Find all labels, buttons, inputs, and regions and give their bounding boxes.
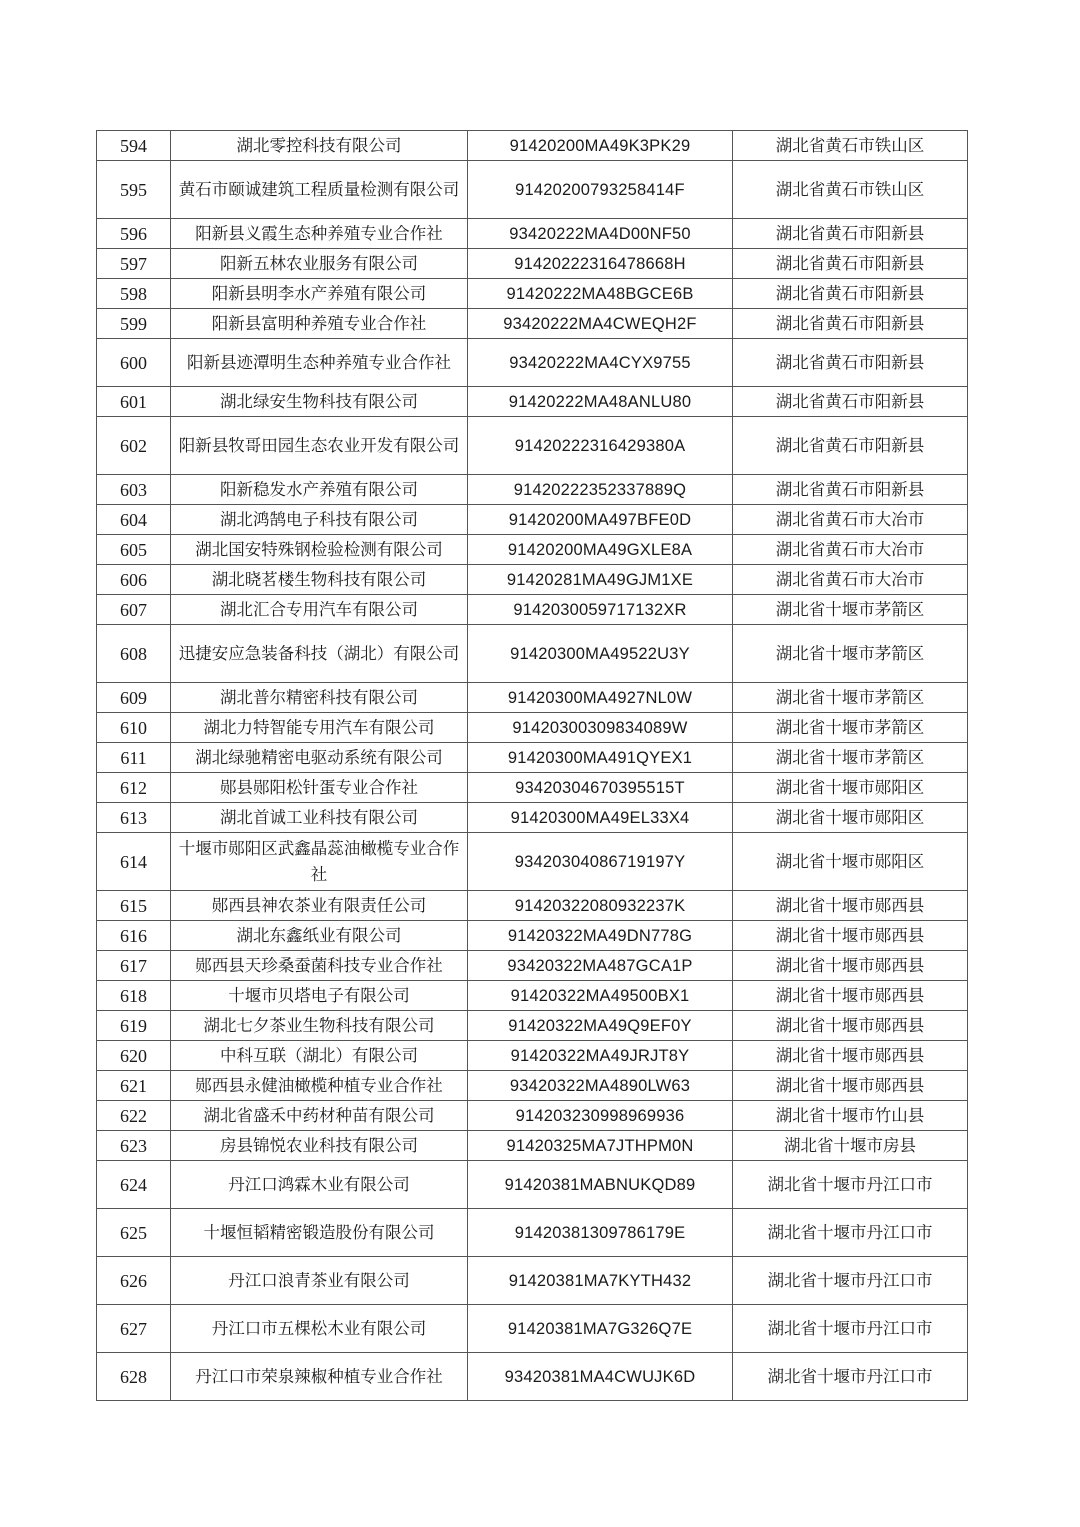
row-number: 600: [97, 339, 171, 387]
table-row: [97, 1041, 968, 1071]
region: 湖北省十堰市竹山县: [733, 1101, 968, 1131]
row-number: 620: [97, 1041, 171, 1071]
table-row: [97, 921, 968, 951]
company-name: 阳新五林农业服务有限公司: [171, 249, 468, 279]
company-name: 十堰恒韬精密锻造股份有限公司: [171, 1209, 468, 1257]
company-name: 阳新县明李水产养殖有限公司: [171, 279, 468, 309]
region: 湖北省黄石市大冶市: [733, 565, 968, 595]
credit-code: 91420222316429380A: [468, 417, 733, 475]
company-name: 迅捷安应急装备科技（湖北）有限公司: [171, 625, 468, 683]
region: 湖北省十堰市郧阳区: [733, 803, 968, 833]
table-row: [97, 131, 968, 161]
company-name: 湖北首诚工业科技有限公司: [171, 803, 468, 833]
table-row: [97, 505, 968, 535]
table-row: [97, 1353, 968, 1401]
credit-code: 91420300MA49522U3Y: [468, 625, 733, 683]
region: 湖北省十堰市丹江口市: [733, 1161, 968, 1209]
enterprise-table-body: [97, 131, 968, 1401]
region: 湖北省黄石市阳新县: [733, 475, 968, 505]
row-number: 609: [97, 683, 171, 713]
credit-code: 91420222MA48ANLU80: [468, 387, 733, 417]
table-row: [97, 475, 968, 505]
company-name: 阳新稳发水产养殖有限公司: [171, 475, 468, 505]
credit-code: 91420322080932237K: [468, 891, 733, 921]
company-name: 阳新县牧哥田园生态农业开发有限公司: [171, 417, 468, 475]
region: 湖北省十堰市郧阳区: [733, 833, 968, 891]
region: 湖北省十堰市丹江口市: [733, 1305, 968, 1353]
credit-code: 91420381MA7G326Q7E: [468, 1305, 733, 1353]
row-number: 608: [97, 625, 171, 683]
table-row: [97, 595, 968, 625]
region: 湖北省黄石市阳新县: [733, 279, 968, 309]
row-number: 621: [97, 1071, 171, 1101]
company-name: 郧西县永健油橄榄种植专业合作社: [171, 1071, 468, 1101]
table-row: [97, 417, 968, 475]
row-number: 614: [97, 833, 171, 891]
company-name: 阳新县富明种养殖专业合作社: [171, 309, 468, 339]
credit-code: 93420222MA4CYX9755: [468, 339, 733, 387]
region: 湖北省十堰市丹江口市: [733, 1209, 968, 1257]
table-row: [97, 683, 968, 713]
table-row: [97, 565, 968, 595]
row-number: 619: [97, 1011, 171, 1041]
credit-code: 93420304086719197Y: [468, 833, 733, 891]
credit-code: 91420322MA49Q9EF0Y: [468, 1011, 733, 1041]
company-name: 十堰市郧阳区武鑫晶蕊油橄榄专业合作社: [171, 833, 468, 891]
credit-code: 91420222316478668H: [468, 249, 733, 279]
company-name: 丹江口鸿霖木业有限公司: [171, 1161, 468, 1209]
credit-code: 91420281MA49GJM1XE: [468, 565, 733, 595]
credit-code: 91420325MA7JTHPM0N: [468, 1131, 733, 1161]
credit-code: 93420222MA4D00NF50: [468, 219, 733, 249]
credit-code: 91420322MA49500BX1: [468, 981, 733, 1011]
company-name: 十堰市贝塔电子有限公司: [171, 981, 468, 1011]
row-number: 617: [97, 951, 171, 981]
row-number: 597: [97, 249, 171, 279]
credit-code: 91420300MA4927NL0W: [468, 683, 733, 713]
company-name: 湖北东鑫纸业有限公司: [171, 921, 468, 951]
row-number: 622: [97, 1101, 171, 1131]
credit-code: 91420300309834089W: [468, 713, 733, 743]
row-number: 618: [97, 981, 171, 1011]
region: 湖北省十堰市茅箭区: [733, 743, 968, 773]
row-number: 610: [97, 713, 171, 743]
row-number: 611: [97, 743, 171, 773]
credit-code: 93420381MA4CWUJK6D: [468, 1353, 733, 1401]
credit-code: 91420200MA497BFE0D: [468, 505, 733, 535]
company-name: 湖北鸿鹄电子科技有限公司: [171, 505, 468, 535]
region: 湖北省黄石市阳新县: [733, 249, 968, 279]
credit-code: 9142030059717132XR: [468, 595, 733, 625]
company-name: 郧县郧阳松针蛋专业合作社: [171, 773, 468, 803]
company-name: 黄石市颐诚建筑工程质量检测有限公司: [171, 161, 468, 219]
table-row: [97, 1257, 968, 1305]
row-number: 627: [97, 1305, 171, 1353]
region: 湖北省十堰市茅箭区: [733, 625, 968, 683]
region: 湖北省黄石市铁山区: [733, 161, 968, 219]
region: 湖北省十堰市茅箭区: [733, 595, 968, 625]
company-name: 湖北零控科技有限公司: [171, 131, 468, 161]
row-number: 606: [97, 565, 171, 595]
credit-code: 91420381309786179E: [468, 1209, 733, 1257]
row-number: 598: [97, 279, 171, 309]
credit-code: 91420381MABNUKQD89: [468, 1161, 733, 1209]
company-name: 湖北普尔精密科技有限公司: [171, 683, 468, 713]
region: 湖北省黄石市大冶市: [733, 535, 968, 565]
region: 湖北省十堰市郧西县: [733, 1011, 968, 1041]
row-number: 628: [97, 1353, 171, 1401]
region: 湖北省十堰市茅箭区: [733, 713, 968, 743]
table-row: [97, 951, 968, 981]
credit-code: 93420304670395515T: [468, 773, 733, 803]
row-number: 599: [97, 309, 171, 339]
region: 湖北省十堰市郧西县: [733, 1041, 968, 1071]
credit-code: 91420200MA49GXLE8A: [468, 535, 733, 565]
row-number: 626: [97, 1257, 171, 1305]
credit-code: 914203230998969936: [468, 1101, 733, 1131]
table-row: [97, 387, 968, 417]
region: 湖北省黄石市阳新县: [733, 387, 968, 417]
table-row: [97, 1161, 968, 1209]
row-number: 615: [97, 891, 171, 921]
row-number: 612: [97, 773, 171, 803]
company-name: 郧西县天珍桑蚕菌科技专业合作社: [171, 951, 468, 981]
row-number: 604: [97, 505, 171, 535]
table-row: [97, 981, 968, 1011]
row-number: 603: [97, 475, 171, 505]
row-number: 596: [97, 219, 171, 249]
table-row: [97, 249, 968, 279]
table-row: [97, 1131, 968, 1161]
region: 湖北省黄石市阳新县: [733, 309, 968, 339]
table-row: [97, 279, 968, 309]
region: 湖北省黄石市阳新县: [733, 219, 968, 249]
enterprise-table: [96, 130, 968, 1401]
region: 湖北省十堰市茅箭区: [733, 683, 968, 713]
row-number: 601: [97, 387, 171, 417]
company-name: 湖北绿安生物科技有限公司: [171, 387, 468, 417]
company-name: 丹江口市五棵松木业有限公司: [171, 1305, 468, 1353]
credit-code: 91420300MA491QYEX1: [468, 743, 733, 773]
region: 湖北省十堰市丹江口市: [733, 1257, 968, 1305]
table-row: [97, 1305, 968, 1353]
region: 湖北省十堰市郧西县: [733, 921, 968, 951]
credit-code: 91420222MA48BGCE6B: [468, 279, 733, 309]
credit-code: 91420381MA7KYTH432: [468, 1257, 733, 1305]
region: 湖北省十堰市郧西县: [733, 951, 968, 981]
credit-code: 91420200793258414F: [468, 161, 733, 219]
table-row: [97, 219, 968, 249]
credit-code: 93420322MA4890LW63: [468, 1071, 733, 1101]
company-name: 湖北汇合专用汽车有限公司: [171, 595, 468, 625]
credit-code: 91420300MA49EL33X4: [468, 803, 733, 833]
table-row: [97, 535, 968, 565]
row-number: 613: [97, 803, 171, 833]
credit-code: 91420322MA49DN778G: [468, 921, 733, 951]
company-name: 丹江口浪青茶业有限公司: [171, 1257, 468, 1305]
company-name: 房县锦悦农业科技有限公司: [171, 1131, 468, 1161]
table-row: [97, 309, 968, 339]
company-name: 湖北省盛禾中药材种苗有限公司: [171, 1101, 468, 1131]
table-row: [97, 891, 968, 921]
table-row: [97, 339, 968, 387]
company-name: 阳新县迹潭明生态种养殖专业合作社: [171, 339, 468, 387]
row-number: 616: [97, 921, 171, 951]
row-number: 605: [97, 535, 171, 565]
table-row: [97, 625, 968, 683]
table-row: [97, 803, 968, 833]
table-row: [97, 743, 968, 773]
table-row: [97, 833, 968, 891]
credit-code: 93420322MA487GCA1P: [468, 951, 733, 981]
row-number: 624: [97, 1161, 171, 1209]
company-name: 湖北力特智能专用汽车有限公司: [171, 713, 468, 743]
table-row: [97, 1101, 968, 1131]
company-name: 湖北七夕茶业生物科技有限公司: [171, 1011, 468, 1041]
region: 湖北省黄石市铁山区: [733, 131, 968, 161]
region: 湖北省十堰市郧西县: [733, 981, 968, 1011]
table-row: [97, 161, 968, 219]
row-number: 607: [97, 595, 171, 625]
region: 湖北省十堰市房县: [733, 1131, 968, 1161]
table-row: [97, 1209, 968, 1257]
row-number: 602: [97, 417, 171, 475]
company-name: 阳新县义霞生态种养殖专业合作社: [171, 219, 468, 249]
company-name: 丹江口市荣泉辣椒种植专业合作社: [171, 1353, 468, 1401]
region: 湖北省十堰市郧阳区: [733, 773, 968, 803]
table-row: [97, 773, 968, 803]
table-row: [97, 713, 968, 743]
row-number: 625: [97, 1209, 171, 1257]
region: 湖北省黄石市阳新县: [733, 339, 968, 387]
company-name: 湖北晓茗楼生物科技有限公司: [171, 565, 468, 595]
company-name: 湖北绿驰精密电驱动系统有限公司: [171, 743, 468, 773]
company-name: 中科互联（湖北）有限公司: [171, 1041, 468, 1071]
region: 湖北省十堰市郧西县: [733, 891, 968, 921]
row-number: 595: [97, 161, 171, 219]
region: 湖北省十堰市丹江口市: [733, 1353, 968, 1401]
credit-code: 91420222352337889Q: [468, 475, 733, 505]
credit-code: 93420222MA4CWEQH2F: [468, 309, 733, 339]
region: 湖北省黄石市大冶市: [733, 505, 968, 535]
table-row: [97, 1071, 968, 1101]
company-name: 湖北国安特殊钢检验检测有限公司: [171, 535, 468, 565]
region: 湖北省十堰市郧西县: [733, 1071, 968, 1101]
company-name: 郧西县神农茶业有限责任公司: [171, 891, 468, 921]
region: 湖北省黄石市阳新县: [733, 417, 968, 475]
credit-code: 91420322MA49JRJT8Y: [468, 1041, 733, 1071]
table-row: [97, 1011, 968, 1041]
credit-code: 91420200MA49K3PK29: [468, 131, 733, 161]
row-number: 623: [97, 1131, 171, 1161]
row-number: 594: [97, 131, 171, 161]
